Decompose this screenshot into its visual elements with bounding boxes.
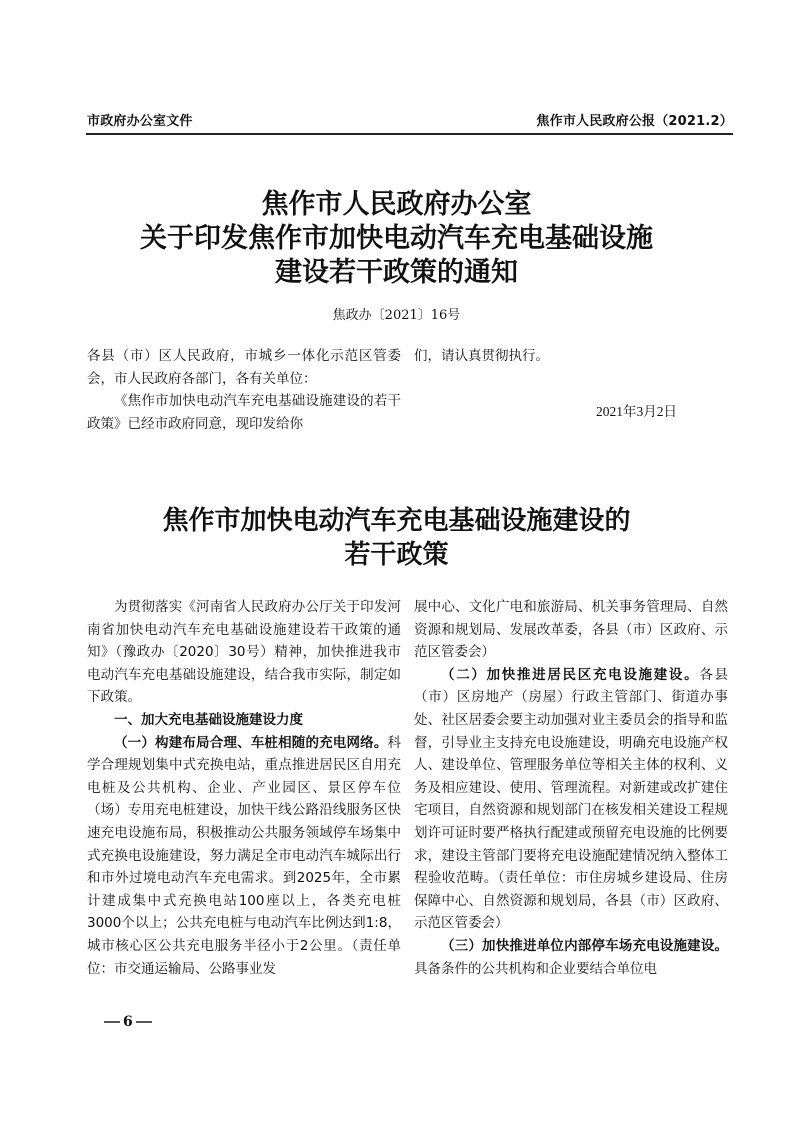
notice-title [0,188,793,290]
header-section-label: 市政府办公室文件 [87,114,193,129]
notice-title-line: 建设若干政策的通知 [275,257,518,288]
notice-body-right [414,345,728,368]
notice-addressee: 各县（市）区人民政府，市城乡一体化示范区管委会，市人民政府各部门，各有关单位： [87,348,401,387]
policy-title-line: 焦作市加快电动汽车充电基础设施建设的 [162,506,631,536]
item-heading: （一）构建布局合理、车桩相随的充电网络。 [114,734,388,751]
item-heading: （三）加快推进单位内部停车场充电设施建设。 [441,937,728,954]
notice-body-continued: 们，请认真贯彻执行。 [414,348,549,364]
policy-item-1-continued: 展中心、文化广电和旅游局、机关事务管理局、自然资源和规划局、发展改革委，各县（市）区政府、示范区管委会） [414,599,728,661]
document-number: 焦政办〔2021〕16号 [332,308,461,323]
item-body: 具备条件的公共机构和企业要结合单位电 [414,960,657,977]
item-body: 科学合理规划集中式充换电站，重点推进居民区自用充电桩及公共机构、企业、产业园区、景区停车位（场）专用充电桩建设，加快干线公路沿线服务区快速充电设施布局，积极推动公共服务领域停车场集中式充换电设施建设，努力满足全市电动汽车城际出行和市外过境电动汽车充电需求。到2025年，全市累计建成集中式充换电站100座以上，各类充电桩3000个以上；公共充电桩与电动汽车比例达到1:8，城市核心区公共充电服务半径小于2公里。（责任单位：市交通运输局、公路事业发 [87,734,401,977]
policy-intro: 为贯彻落实《河南省人民政府办公厅关于印发河南省加快电动汽车充电基础设施建设若干政策的通知》（豫政办〔2020〕30号）精神，加快推进我市电动汽车充电基础设施建设，结合我市实际，制定如下政策。 [87,599,401,706]
notice-body-left [87,345,401,435]
section-heading: 一、加大充电基础设施建设力度 [114,711,303,728]
header-divider [86,133,733,135]
policy-body-left [87,596,401,980]
notice-title-line: 焦作市人民政府办公室 [261,189,532,220]
policy-item-2 [414,664,728,935]
policy-title-line: 若干政策 [344,540,449,570]
policy-title [0,504,793,572]
notice-date: 2021年3月2日 [596,404,677,419]
policy-body-right [414,596,728,980]
notice-title-line: 关于印发焦作市加快电动汽车充电基础设施 [140,223,653,254]
policy-item-1 [87,732,401,981]
page-number [101,1014,155,1030]
notice-body: 《焦作市加快电动汽车充电基础设施建设的若干政策》已经市政府同意，现印发给你 [87,393,401,432]
policy-item-3 [414,935,728,980]
item-body: 各县（市）区房地产（房屋）行政主管部门、街道办事处、社区居委会要主动加强对业主委员会的指导和监督，引导业主支持充电设施建设，明确充电设施产权人、建设单位、管理服务单位等相关主体的权利、义务及相应建设、使用、管理流程。对新建或改扩建住宅项目，自然资源和规划部门在核发相关建设工程规划许可证时要严格执行配建或预留充电设施的比例要求，建设主管部门要将充电设施配建情况纳入整体工程验收范畴。（责任单位：市住房城乡建设局、住房保障中心、自然资源和规划局，各县（市）区政府、示范区管委会） [414,666,729,932]
page-dash [104,1021,120,1023]
page-number-value: 6 [123,1014,133,1030]
header-publication-label: 焦作市人民政府公报（2021.2） [536,114,733,129]
page-dash [136,1021,152,1023]
item-heading: （二）加快推进居民区充电设施建设。 [441,666,700,683]
